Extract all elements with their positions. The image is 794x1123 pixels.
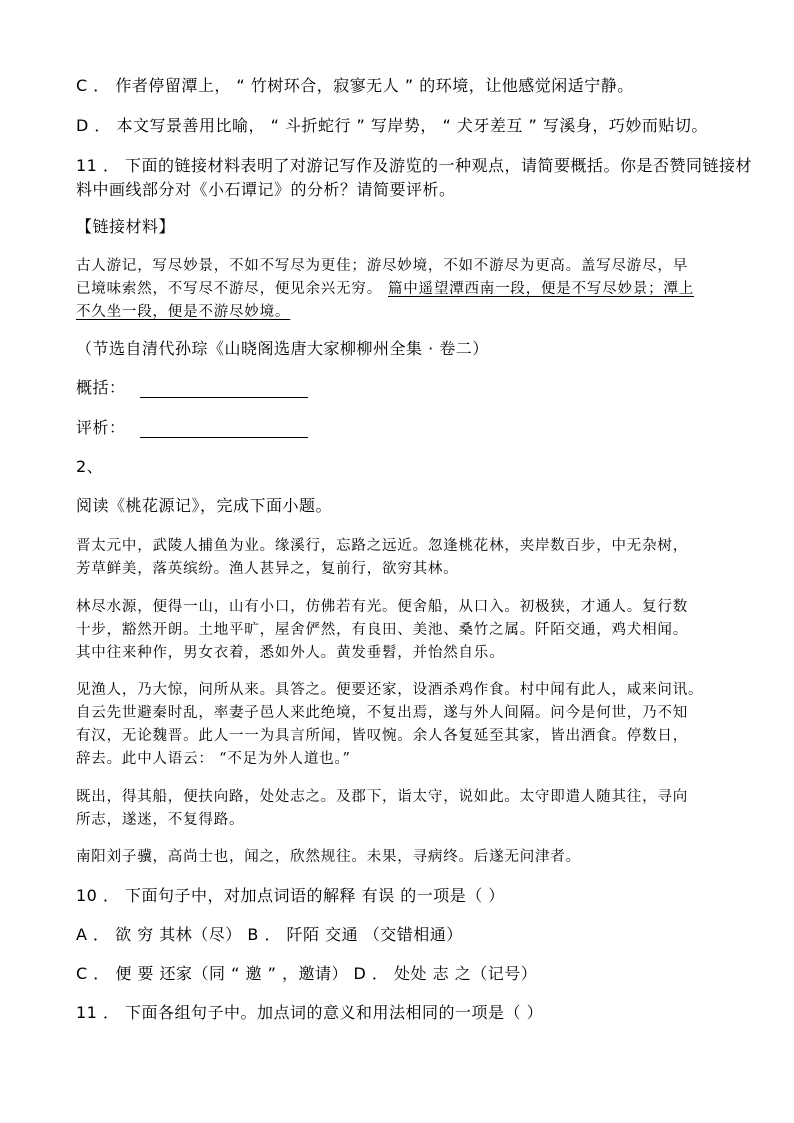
section-number: 2、 bbox=[76, 457, 104, 476]
passage-p4-line-1: 既出，得其船，便扶向路，处处志之。及郡下，诣太守，说如此。太守即遣人随其往，寻向 bbox=[76, 789, 688, 805]
underlined-analysis-part-1: 篇中遥望潭西南一段，便是不写尽妙景；潭上 bbox=[388, 281, 694, 297]
question-10-options-ab: A ． 欲 穷 其林（尽） B ． 阡陌 交通 （交错相通） bbox=[76, 925, 463, 944]
passage-p1-line-1: 晋太元中，武陵人捕鱼为业。缘溪行，忘路之远近。忽逢桃花林，夹岸数百步，中无杂树， bbox=[76, 538, 688, 554]
passage-p5-line-1: 南阳刘子骥，高尚士也，闻之，欣然规往。未果，寻病终。后遂无问津者。 bbox=[76, 849, 581, 865]
passage-p3-line-4: 辞去。此中人语云： “不足为外人道也。” bbox=[76, 751, 351, 767]
question-10-options-cd: C ． 便 要 还家（同 “ 邀 ” ，邀请） D ． 处处 志 之（记号） bbox=[76, 964, 538, 983]
link-material-line-3 bbox=[76, 302, 290, 322]
passage-p4-line-2: 所志，遂迷，不复得路。 bbox=[76, 812, 245, 828]
passage-p2-line-2: 十步，豁然开朗。土地平旷，屋舍俨然，有良田、美池、桑竹之属。阡陌交通，鸡犬相闻。 bbox=[76, 622, 688, 638]
passage-p3-line-2: 自云先世避秦时乱，率妻子邑人来此绝境，不复出焉，遂与外人间隔。问今是何世，乃不知 bbox=[76, 705, 688, 721]
option-c: C ． 作者停留潭上， “ 竹树环合，寂寥无人 ” 的环境，让他感觉闲适宁静。 bbox=[76, 76, 634, 95]
question-11-line-2: 料中画线部分对《小石谭记》的分析？请简要评析。 bbox=[76, 180, 456, 199]
passage-p3-line-3: 有汉，无论魏晋。此人一一为具言所闻，皆叹惋。余人各复延至其家，皆出酒食。停数日， bbox=[76, 728, 688, 744]
passage-p3-line-1: 见渔人，乃大惊，问所从来。具答之。便要还家，设酒杀鸡作食。村中闻有此人，咸来问讯。 bbox=[76, 682, 704, 698]
passage-p1-line-2: 芳草鲜美，落英缤纷。渔人甚异之，复前行，欲穷其林。 bbox=[76, 561, 459, 577]
section-instruction: 阅读《桃花源记》，完成下面小题。 bbox=[76, 496, 333, 515]
question-11b-stem: 11 ． 下面各组句子中。加点词的意义和用法相同的一项是（ ） bbox=[76, 1003, 544, 1022]
question-11-line-1: 11 ． 下面的链接材料表明了对游记写作及游览的一种观点，请简要概括。你是否赞同链接材 bbox=[76, 156, 753, 175]
link-material-line-2 bbox=[76, 279, 694, 299]
question-10-stem: 10 ． 下面句子中，对加点词语的解释 有误 的一项是（ ） bbox=[76, 886, 505, 905]
comment-answer-blank[interactable] bbox=[140, 421, 308, 438]
comment-label: 评析： bbox=[76, 418, 126, 437]
summary-answer-row bbox=[76, 378, 308, 398]
passage-p2-line-1: 林尽水源，便得一山，山有小口，仿佛若有光。便舍船，从口入。初极狭，才通人。复行数 bbox=[76, 599, 688, 615]
passage-p2-line-3: 其中往来种作，男女衣着，悉如外人。黄发垂髫，并怡然自乐。 bbox=[76, 645, 505, 661]
underlined-analysis-part-2: 不久坐一段，便是不游尽妙境。 bbox=[76, 304, 291, 320]
option-d: D ． 本文写景善用比喻， “ 斗折蛇行 ” 写岸势， “ 犬牙差互 ” 写溪身，巧妙而贴切。 bbox=[76, 116, 708, 135]
link-material-heading: 【链接材料】 bbox=[76, 217, 176, 236]
summary-answer-blank[interactable] bbox=[140, 381, 308, 398]
link-material-line-1: 古人游记，写尽妙景，不如不写尽为更佳；游尽妙境，不如不游尽为更高。盖写尽游尽，早 bbox=[76, 258, 688, 274]
summary-label: 概括： bbox=[76, 378, 126, 397]
link-material-line-2-plain: 已境味索然，不写尽不游尽，便见余兴无穷。 bbox=[76, 281, 382, 297]
comment-answer-row bbox=[76, 418, 308, 438]
source-citation: （节选自清代孙琮《山晓阁选唐大家柳柳州全集 · 卷二） bbox=[76, 339, 489, 358]
